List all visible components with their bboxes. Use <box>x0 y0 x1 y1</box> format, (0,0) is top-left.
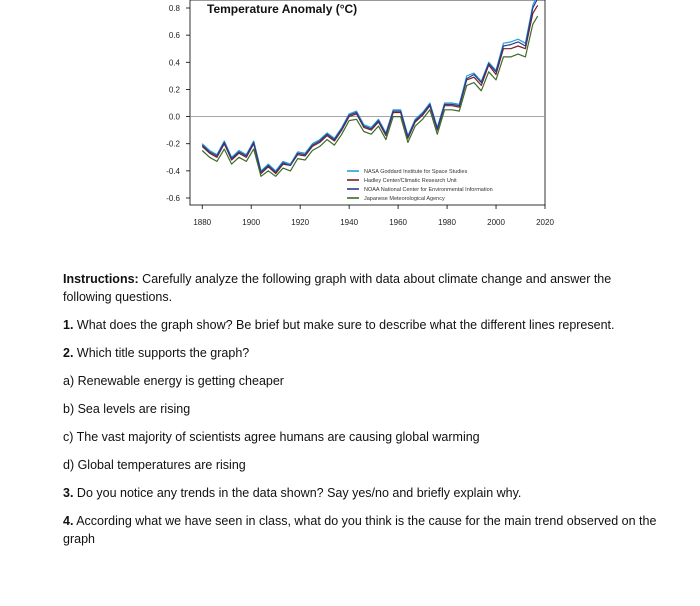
legend-label: NASA Goddard Institute for Space Studies <box>364 169 468 175</box>
chart-series-group <box>202 0 538 176</box>
series-line-2 <box>202 5 538 173</box>
option-d: d) Global temperatures are rising <box>63 458 246 472</box>
instructions-paragraph <box>63 270 663 306</box>
question-2 <box>63 344 663 362</box>
question-1-text: What does the graph show? Be brief but make sure to describe what the different lines represent. <box>73 318 615 332</box>
option-b: b) Sea levels are rising <box>63 402 191 416</box>
chart-svg <box>150 0 570 240</box>
question-4-text: According what we have seen in class, what do you think is the cause for the main trend observed on the graph <box>63 514 657 546</box>
y-tick-label: 0.2 <box>168 85 180 95</box>
question-4-number: 4. <box>63 514 74 528</box>
legend-label: Japanese Meteorological Agency <box>364 196 445 202</box>
option-c: c) The vast majority of scientists agree humans are causing global warming <box>63 430 480 444</box>
y-tick-label: 0.4 <box>168 58 180 68</box>
question-4 <box>63 512 663 548</box>
y-tick-label: 0.6 <box>168 31 180 41</box>
y-tick-label: -0.4 <box>166 166 180 176</box>
temperature-chart <box>150 0 570 240</box>
x-tick-label: 1920 <box>291 218 310 227</box>
x-tick-label: 2000 <box>487 218 505 227</box>
question-2-text: Which title supports the graph? <box>73 346 250 360</box>
y-tick-label: 0.8 <box>168 4 180 13</box>
chart-axes <box>166 0 554 227</box>
option-a: a) Renewable energy is getting cheaper <box>63 374 284 388</box>
legend-label: Hadley Center/Climatic Research Unit <box>364 178 457 184</box>
y-tick-label: -0.2 <box>166 139 180 149</box>
y-tick-label: 0.0 <box>168 112 180 122</box>
question-3-text: Do you notice any trends in the data shown? Say yes/no and briefly explain why. <box>73 486 522 500</box>
question-1 <box>63 316 663 334</box>
instructions-text: Carefully analyze the following graph with data about climate change and answer the following questions. <box>63 272 612 304</box>
instructions-section <box>63 270 663 558</box>
question-2-number: 2. <box>63 346 74 360</box>
question-3-number: 3. <box>63 486 74 500</box>
y-tick-label: -0.6 <box>166 194 180 203</box>
instructions-heading: Instructions: <box>63 272 139 286</box>
question-3 <box>63 484 663 502</box>
x-tick-label: 1980 <box>438 218 456 227</box>
x-tick-label: 1940 <box>340 218 359 227</box>
x-tick-label: 1900 <box>242 218 261 227</box>
x-tick-label: 1960 <box>389 218 408 227</box>
x-tick-label: 2020 <box>536 218 554 227</box>
legend-label: NOAA National Center for Environmental Information <box>364 187 493 193</box>
series-line-4 <box>202 16 538 176</box>
chart-legend <box>347 169 493 202</box>
x-tick-label: 1880 <box>193 218 212 227</box>
chart-title: Temperature Anomaly (°C) <box>207 2 358 16</box>
question-1-number: 1. <box>63 318 74 332</box>
